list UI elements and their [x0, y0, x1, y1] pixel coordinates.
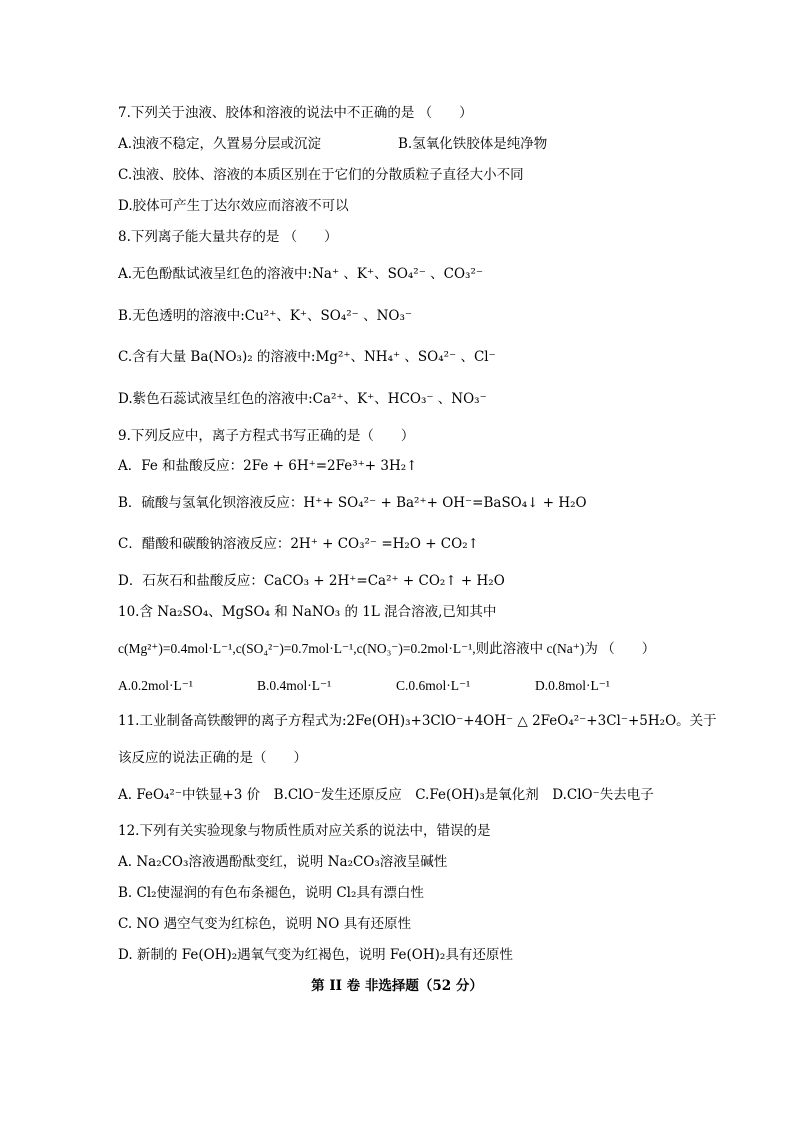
q8-option-b: B.无色透明的溶液中:Cu²⁺、K⁺、SO₄²⁻ 、NO₃⁻: [118, 308, 413, 324]
q10-option-c: C.0.6mol·L⁻¹: [396, 678, 471, 693]
q9-option-a: A．Fe 和盐酸反应：2Fe + 6H⁺=2Fe³⁺+ 3H₂↑: [118, 458, 418, 474]
q12-option-a: A. Na₂CO₃溶液遇酚酞变红，说明 Na₂CO₃溶液呈碱性: [118, 854, 448, 870]
q12-option-c: C. NO 遇空气变为红棕色，说明 NO 具有还原性: [118, 916, 412, 932]
q10-option-b: B.0.4mol·L⁻¹: [257, 678, 332, 693]
q9-option-c: C．醋酸和碳酸钠溶液反应：2H⁺ + CO₃²⁻ =H₂O + CO₂↑: [118, 536, 479, 552]
q11-options: A. FeO₄²⁻中铁显+3 价 B.ClO⁻发生还原反应 C.Fe(OH)₃是氧化剂 D.ClO⁻失去电子: [118, 787, 654, 803]
q11-stem-continued: 该反应的说法正确的是（ ）: [118, 750, 307, 766]
q10-stem: 10.含 Na₂SO₄、MgSO₄ 和 NaNO₃ 的 1L 混合溶液,已知其中: [118, 604, 497, 620]
q10-option-d: D.0.8mol·L⁻¹: [535, 678, 610, 693]
q7-option-c: C.浊液、胶体、溶液的本质区别在于它们的分散质粒子直径大小不同: [118, 167, 524, 183]
q7-option-a: A.浊液不稳定，久置易分层或沉淀: [118, 136, 322, 152]
q12-stem: 12.下列有关实验现象与物质性质对应关系的说法中，错误的是: [118, 823, 491, 839]
q7-option-d: D.胶体可产生丁达尔效应而溶液不可以: [118, 198, 349, 214]
section-title: 第 II 卷 非选择题（52 分）: [311, 978, 483, 994]
q10-option-a: A.0.2mol·L⁻¹: [118, 678, 193, 693]
q8-stem: 8.下列离子能大量共存的是 （ ）: [118, 229, 338, 245]
q7-stem: 7.下列关于浊液、胶体和溶液的说法中不正确的是 （ ）: [118, 105, 473, 121]
q9-stem: 9.下列反应中，离子方程式书写正确的是（ ）: [118, 428, 415, 444]
q8-option-c: C.含有大量 Ba(NO₃)₂ 的溶液中:Mg²⁺、NH₄⁺ 、SO₄²⁻ 、Cl⁻: [118, 349, 496, 365]
q9-option-d: D．石灰石和盐酸反应：CaCO₃ + 2H⁺=Ca²⁺ + CO₂↑ + H₂O: [118, 573, 505, 589]
q11-stem: 11.工业制备高铁酸钾的离子方程式为:2Fe(OH)₃+3ClO⁻+4OH⁻ △ 2FeO₄²⁻+3Cl⁻+5H₂O。关于: [118, 713, 717, 729]
q9-option-b: B．硫酸与氢氧化钡溶液反应：H⁺+ SO₄²⁻ + Ba²⁺+ OH⁻=BaSO₄↓ + H₂O: [118, 495, 587, 511]
q12-option-b: B. Cl₂使湿润的有色布条褪色，说明 Cl₂具有漂白性: [118, 885, 424, 901]
q8-option-d: D.紫色石蕊试液呈红色的溶液中:Ca²⁺、K⁺、HCO₃⁻ 、NO₃⁻: [118, 391, 487, 407]
q10-condition: c(Mg²⁺)=0.4mol·L⁻¹,c(SO₄²⁻)=0.7mol·L⁻¹,c(NO₃⁻)=0.2mol·L⁻¹,则此溶液中 c(Na⁺)为 （ ）: [118, 641, 656, 656]
q7-option-b: B.氢氧化铁胶体是纯净物: [398, 136, 548, 152]
q12-option-d: D. 新制的 Fe(OH)₂遇氧气变为红褐色，说明 Fe(OH)₂具有还原性: [118, 947, 513, 963]
q8-option-a: A.无色酚酞试液呈红色的溶液中:Na⁺ 、K⁺、SO₄²⁻ 、CO₃²⁻: [118, 266, 483, 282]
